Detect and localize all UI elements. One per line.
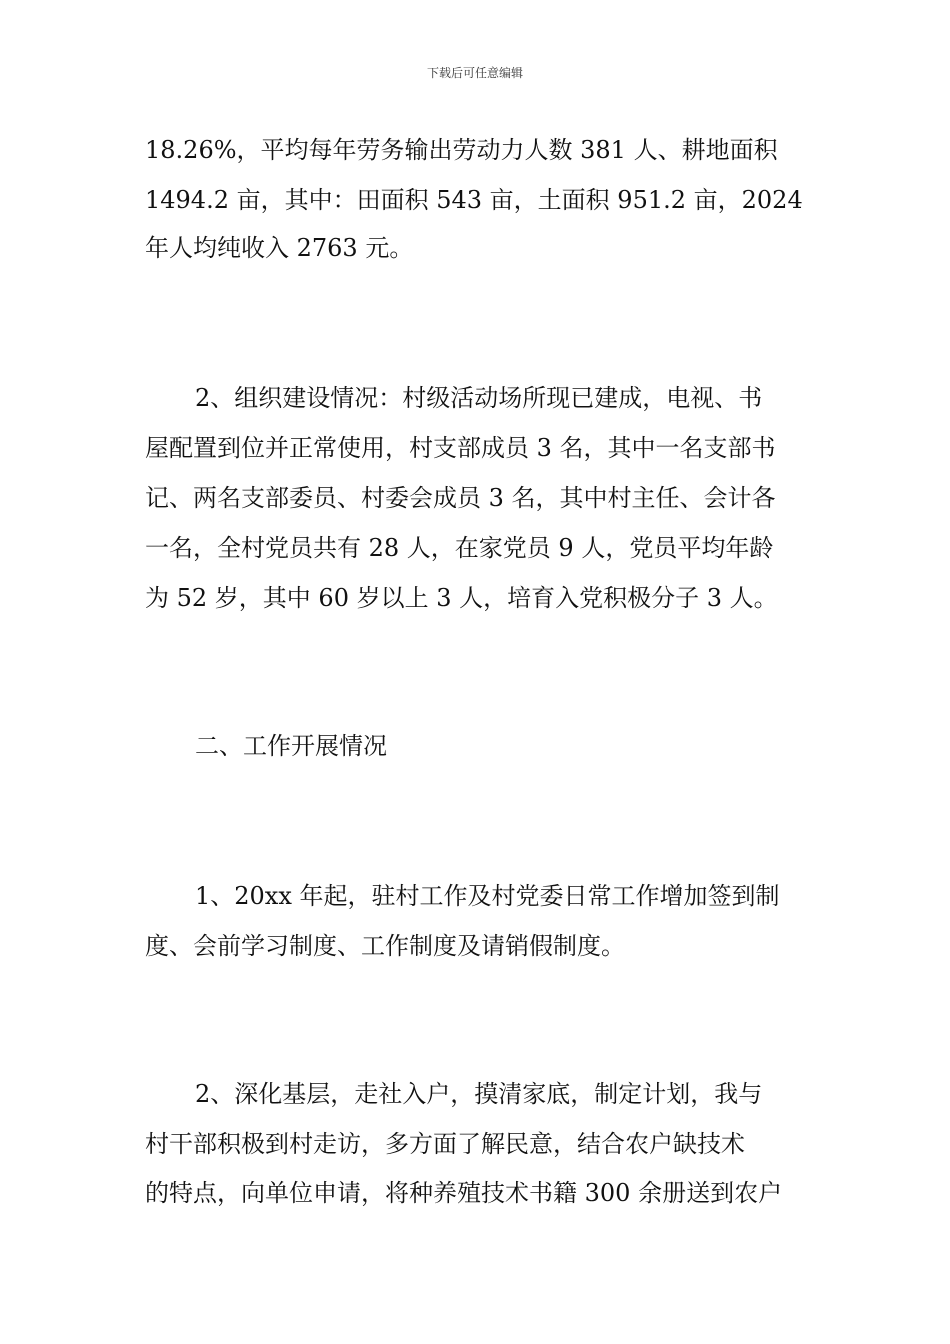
paragraph-3-line-2: 度、会前学习制度、工作制度及请销假制度。 — [145, 932, 625, 960]
paragraph-1-line-3: 年人均纯收入 2763 元。 — [145, 234, 414, 262]
paragraph-2-line-1: 2、组织建设情况：村级活动场所现已建成，电视、书 — [195, 384, 763, 412]
paragraph-1-line-1: 18.26%，平均每年劳务输出劳动力人数 381 人、耕地面积 — [145, 136, 778, 164]
paragraph-2-line-5: 为 52 岁，其中 60 岁以上 3 人，培育入党积极分子 3 人。 — [145, 584, 778, 612]
section-heading: 二、工作开展情况 — [195, 732, 387, 760]
paragraph-4-line-2: 村干部积极到村走访，多方面了解民意，结合农户缺技术 — [145, 1130, 745, 1158]
paragraph-3-line-1: 1、20xx 年起，驻村工作及村党委日常工作增加签到制 — [195, 882, 780, 910]
paragraph-1-line-2: 1494.2 亩，其中：田面积 543 亩，土面积 951.2 亩，2024 — [145, 186, 803, 214]
paragraph-2-line-2: 屋配置到位并正常使用，村支部成员 3 名，其中一名支部书 — [145, 434, 776, 462]
paragraph-2-line-4: 一名，全村党员共有 28 人，在家党员 9 人，党员平均年龄 — [145, 534, 774, 562]
paragraph-2-line-3: 记、两名支部委员、村委会成员 3 名，其中村主任、会计各 — [145, 484, 776, 512]
paragraph-4-line-1: 2、深化基层，走社入户，摸清家底，制定计划，我与 — [195, 1080, 763, 1108]
page-header: 下载后可任意编辑 — [426, 66, 523, 80]
paragraph-4-line-3: 的特点，向单位申请，将种养殖技术书籍 300 余册送到农户 — [145, 1179, 783, 1207]
